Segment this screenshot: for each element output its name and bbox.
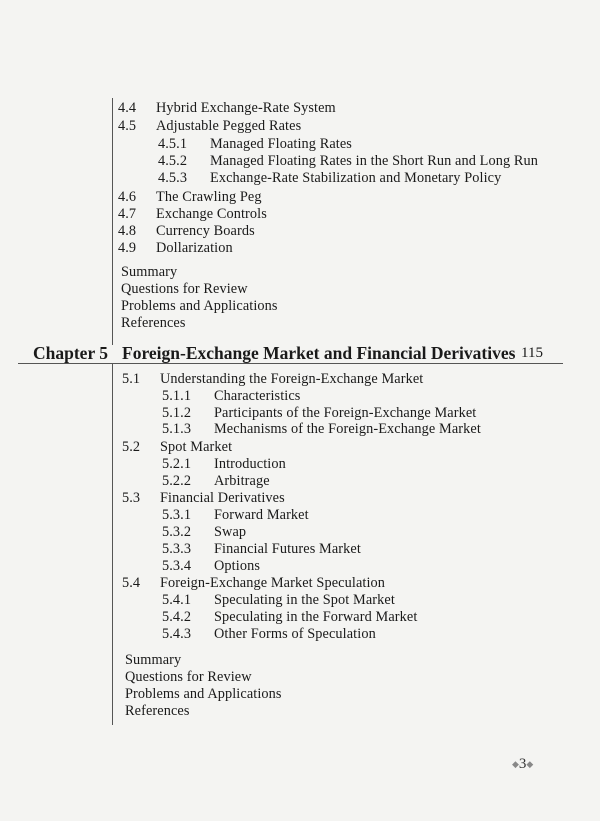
toc-entry xyxy=(158,153,538,170)
section-title: Speculating in the Forward Market xyxy=(214,609,418,625)
section-number: 5.3.1 xyxy=(162,507,192,523)
section-number: 4.6 xyxy=(118,189,137,205)
toc-entry xyxy=(158,170,501,187)
toc-entry xyxy=(158,136,352,153)
section-number: 5.3.4 xyxy=(162,558,192,574)
page-number-value: 3 xyxy=(518,756,527,772)
toc-entry xyxy=(118,100,336,117)
end-item-references: References xyxy=(125,703,190,719)
toc-entry xyxy=(162,456,286,473)
end-item-questions: Questions for Review xyxy=(121,281,248,297)
toc-entry xyxy=(162,473,270,490)
page-number xyxy=(512,756,533,773)
toc-entry xyxy=(122,371,423,388)
section-title: Characteristics xyxy=(214,388,301,404)
section-title: Forward Market xyxy=(214,507,309,523)
toc-entry xyxy=(162,609,417,626)
section-title: Dollarization xyxy=(156,240,233,256)
section-title: Managed Floating Rates in the Short Run and Long Run xyxy=(210,153,539,169)
section-number: 5.3.2 xyxy=(162,524,192,540)
end-item-problems: Problems and Applications xyxy=(125,686,282,702)
toc-entry xyxy=(162,388,300,405)
section-number: 5.2 xyxy=(122,439,141,455)
section-number: 4.9 xyxy=(118,240,137,256)
section-number: 4.5.3 xyxy=(158,170,188,186)
section-title: Other Forms of Speculation xyxy=(214,626,376,642)
end-item-problems: Problems and Applications xyxy=(121,298,278,314)
section-number: 4.4 xyxy=(118,100,137,116)
section-number: 5.3.3 xyxy=(162,541,192,557)
left-vertical-rule-top xyxy=(112,98,113,345)
toc-entry xyxy=(118,223,255,240)
section-number: 5.1.1 xyxy=(162,388,192,404)
section-title: Exchange Controls xyxy=(156,206,267,222)
section-number: 5.1.3 xyxy=(162,421,192,437)
section-number: 4.8 xyxy=(118,223,137,239)
section-number: 5.1 xyxy=(122,371,141,387)
section-number: 5.4.1 xyxy=(162,592,192,608)
section-number: 4.7 xyxy=(118,206,137,222)
toc-entry xyxy=(162,524,246,541)
section-number: 5.3 xyxy=(122,490,141,506)
end-item-summary: Summary xyxy=(125,652,182,668)
chapter-label: Chapter 5 xyxy=(33,343,109,363)
section-title: Hybrid Exchange-Rate System xyxy=(156,100,336,116)
toc-entry xyxy=(118,189,262,206)
section-title: Spot Market xyxy=(160,439,233,455)
toc-entry xyxy=(118,206,267,223)
section-number: 5.4.3 xyxy=(162,626,192,642)
section-title: Currency Boards xyxy=(156,223,255,239)
toc-entry xyxy=(122,490,285,507)
left-vertical-rule-bottom xyxy=(112,364,113,725)
section-number: 5.1.2 xyxy=(162,405,192,421)
chapter-page-number: 115 xyxy=(521,345,543,361)
section-title: The Crawling Peg xyxy=(156,189,262,205)
section-title: Exchange-Rate Stabilization and Monetary Policy xyxy=(210,170,502,186)
end-item-summary: Summary xyxy=(121,264,178,280)
diamond-ornament-icon: ◆ xyxy=(512,759,519,770)
section-title: Swap xyxy=(214,524,247,540)
section-title: Options xyxy=(214,558,260,574)
section-number: 5.2.2 xyxy=(162,473,192,489)
section-title: Foreign-Exchange Market Speculation xyxy=(160,575,386,591)
section-title: Arbitrage xyxy=(214,473,270,489)
section-title: Financial Derivatives xyxy=(160,490,285,506)
section-number: 4.5 xyxy=(118,118,137,134)
toc-entry xyxy=(122,575,385,592)
section-number: 5.4 xyxy=(122,575,141,591)
chapter-title: Foreign-Exchange Market and Financial Derivatives xyxy=(122,343,516,363)
section-title: Participants of the Foreign-Exchange Market xyxy=(214,405,477,421)
toc-entry xyxy=(118,240,233,257)
toc-entry xyxy=(162,541,361,558)
toc-entry xyxy=(162,558,260,575)
section-title: Adjustable Pegged Rates xyxy=(156,118,302,134)
toc-entry xyxy=(162,592,395,609)
section-title: Managed Floating Rates xyxy=(210,136,352,152)
toc-entry xyxy=(162,421,481,438)
toc-entry xyxy=(118,118,301,135)
toc-entry xyxy=(162,626,376,643)
toc-entry xyxy=(162,507,309,524)
toc-entry xyxy=(162,405,476,422)
section-title: Financial Futures Market xyxy=(214,541,361,557)
toc-entry xyxy=(122,439,232,456)
end-item-references: References xyxy=(121,315,186,331)
end-item-questions: Questions for Review xyxy=(125,669,252,685)
diamond-ornament-icon: ◆ xyxy=(526,759,534,770)
section-number: 4.5.1 xyxy=(158,136,188,152)
section-number: 5.4.2 xyxy=(162,609,192,625)
section-number: 5.2.1 xyxy=(162,456,192,472)
section-title: Speculating in the Spot Market xyxy=(214,592,395,608)
section-title: Mechanisms of the Foreign-Exchange Market xyxy=(214,421,481,437)
section-title: Introduction xyxy=(214,456,286,472)
section-number: 4.5.2 xyxy=(158,153,188,169)
section-title: Understanding the Foreign-Exchange Market xyxy=(160,371,424,387)
